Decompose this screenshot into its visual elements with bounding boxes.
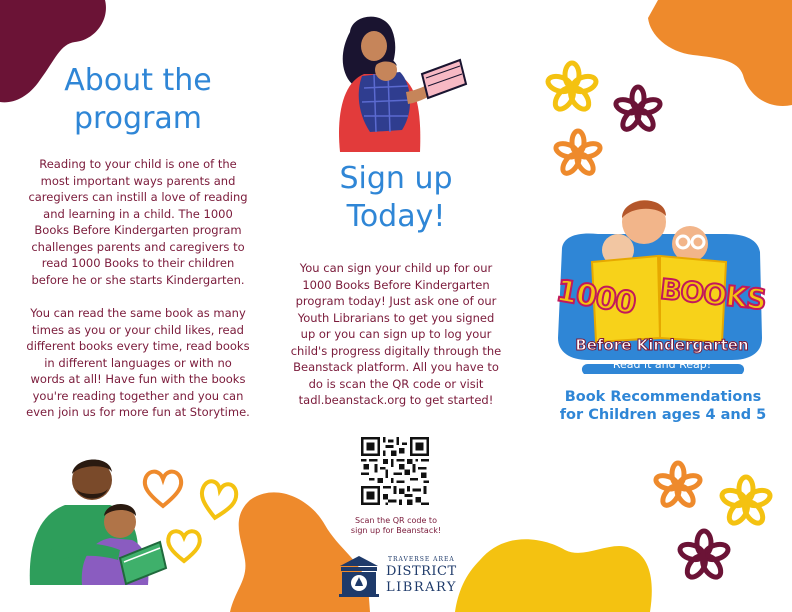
yellow-heart-icon [164, 526, 204, 566]
library-logo [336, 552, 460, 598]
library-building-icon [336, 552, 382, 598]
maroon-flower-icon [612, 84, 664, 136]
orange-flower-icon [552, 128, 604, 180]
book-recommendations-line2: for Children ages 4 and 5 [559, 407, 767, 423]
qr-caption-line2: sign up for Beanstack! [350, 526, 442, 535]
maroon-flower-icon [676, 528, 732, 584]
library-logo-middle: DISTRICT [386, 564, 457, 579]
signup-title-line2: Today! [346, 198, 446, 234]
yellow-flower-icon [718, 474, 774, 530]
mother-baby-reading-illustration [322, 12, 470, 152]
logo-1000: 1000 [553, 273, 638, 322]
about-title-line1: About the [64, 63, 212, 98]
signup-title [276, 160, 516, 235]
qr-caption-line1: Scan the QR code to [355, 516, 437, 525]
book-recommendations-line1: Book Recommendations [564, 389, 762, 405]
library-logo-bottom: LIBRARY [386, 580, 457, 595]
book-recommendations-subtitle [546, 388, 780, 424]
1000-books-logo [548, 188, 776, 380]
qr-code[interactable] [361, 437, 429, 505]
about-paragraph-2: You can read the same book as many times as you or your child likes, read different books every time, read books in different languages or with no words at all! Have fun with the books you're reading together and you can even join us for more fun at Storytime. [26, 306, 250, 419]
logo-tagline: Read it and Reap! [612, 358, 712, 371]
qr-caption [316, 516, 476, 536]
logo-books: BOOKS [658, 272, 768, 317]
library-logo-top: TRAVERSE AREA [388, 556, 455, 563]
yellow-heart-icon [196, 476, 240, 524]
signup-paragraph: You can sign your child up for our 1000 Books Before Kindergarten program today! Just ask one of our Youth Librarians to get you signed up or you can sign up to log your child's progress digitally through the Beanstack platform. All you have to do is scan the QR code or visit tadl.beanstack.org to get started! [290, 261, 502, 407]
orange-blob-top-right [648, 0, 792, 110]
father-child-reading-illustration [20, 450, 170, 585]
yellow-blob-bottom [450, 520, 660, 612]
yellow-flower-icon [544, 60, 600, 116]
orange-flower-icon [652, 460, 704, 512]
about-title [18, 62, 258, 137]
about-title-line2: program [73, 100, 203, 136]
logo-banner: Before Kindergarten [575, 336, 749, 354]
about-paragraph-1: Reading to your child is one of the most important ways parents and caregivers can instill a love of reading and learning in a child. The 1000 Books Before Kindergarten program challenges parents and caregivers to read 1000 Books to their children before he or she starts Kindergarten. [28, 157, 248, 287]
signup-title-line1: Sign up [339, 161, 453, 196]
